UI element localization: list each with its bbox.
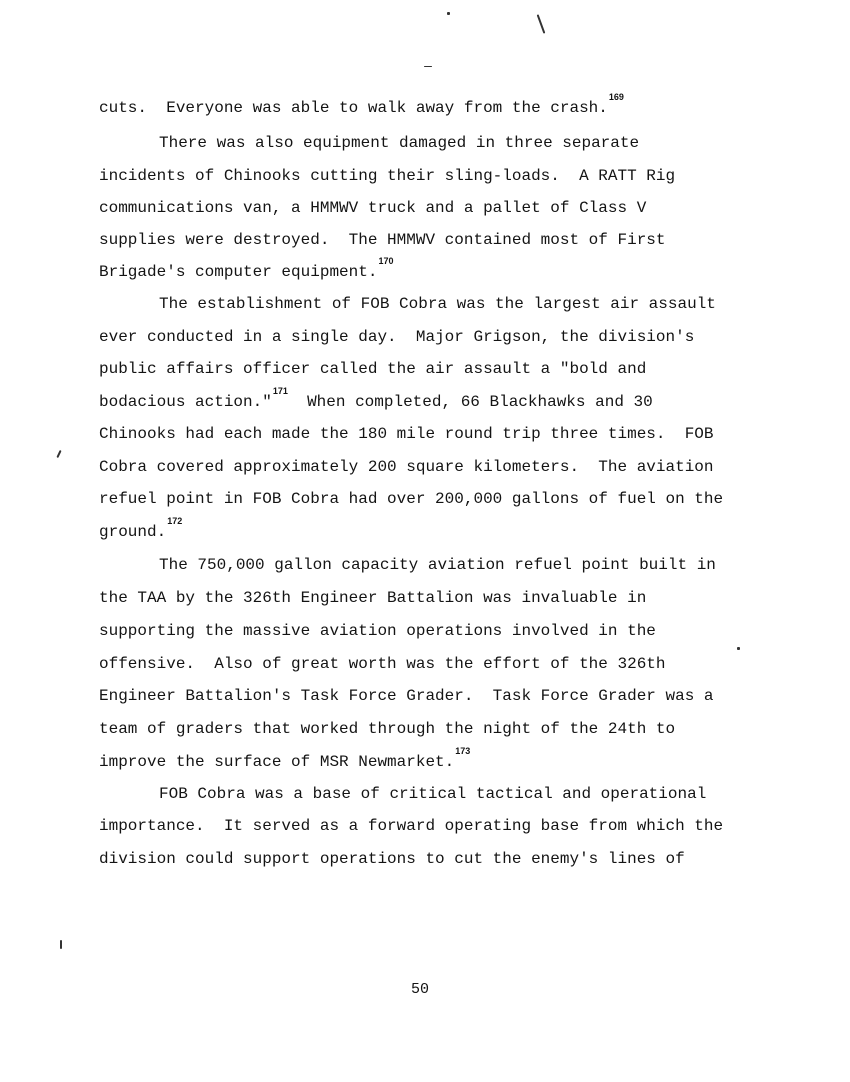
line-text: refuel point in FOB Cobra had over 200,000 gallons of fuel on the (99, 490, 724, 508)
scan-speck (537, 14, 546, 33)
text-line (99, 489, 723, 509)
text-line (99, 516, 183, 543)
line-text: importance. It served as a forward operating base from which the (99, 817, 724, 835)
line-text: supplies were destroyed. The HMMWV contained most of First (99, 231, 666, 249)
text-line (99, 849, 685, 869)
footnote-marker: 171 (272, 386, 288, 396)
line-text: Chinooks had each made the 180 mile round trip three times. FOB (99, 425, 714, 443)
line-text: communications van, a HMMWV truck and a pallet of Class V (99, 199, 647, 217)
scan-speck (447, 12, 450, 15)
text-line (99, 359, 646, 379)
line-text: the TAA by the 326th Engineer Battalion was invaluable in (99, 589, 647, 607)
text-line (159, 555, 716, 575)
scan-speck (60, 940, 62, 949)
line-text: bodacious action." (99, 393, 272, 411)
text-line (159, 784, 706, 804)
line-text: ground. (99, 523, 167, 541)
footnote-marker: 169 (608, 92, 624, 102)
footnote-marker: 172 (167, 516, 183, 526)
scan-speck (737, 647, 740, 650)
text-line (99, 327, 694, 347)
text-line (99, 457, 714, 477)
text-line (99, 719, 675, 739)
line-text: ever conducted in a single day. Major Grigson, the division's (99, 328, 695, 346)
text-line (99, 816, 723, 836)
scan-speck (424, 66, 432, 67)
text-line (159, 133, 639, 153)
text-line (99, 92, 624, 119)
page-number: 50 (411, 981, 430, 998)
line-text-continued: When completed, 66 Blackhawks and 30 (287, 393, 653, 411)
footnote-marker: 170 (378, 256, 394, 266)
text-line (99, 256, 394, 283)
text-line (99, 621, 656, 641)
text-line (99, 424, 714, 444)
line-text: Brigade's computer equipment. (99, 263, 378, 281)
line-text: The 750,000 gallon capacity aviation refuel point built in (159, 556, 716, 574)
line-text: team of graders that worked through the night of the 24th to (99, 720, 676, 738)
line-text: The establishment of FOB Cobra was the largest air assault (159, 295, 716, 313)
text-line (159, 294, 716, 314)
text-line (99, 166, 675, 186)
line-text: cuts. Everyone was able to walk away from the crash. (99, 99, 608, 117)
line-text: supporting the massive aviation operations involved in the (99, 622, 656, 640)
line-text: FOB Cobra was a base of critical tactical and operational (159, 785, 707, 803)
text-line (99, 588, 646, 608)
text-line (99, 386, 653, 413)
text-line (99, 230, 666, 250)
line-text: improve the surface of MSR Newmarket. (99, 753, 455, 771)
text-line (99, 746, 471, 773)
line-text: offensive. Also of great worth was the effort of the 326th (99, 655, 666, 673)
text-line (99, 686, 714, 706)
text-line (99, 654, 666, 674)
footnote-marker: 173 (455, 746, 471, 756)
text-line (99, 198, 646, 218)
line-text: There was also equipment damaged in three separate (159, 134, 640, 152)
line-text: Cobra covered approximately 200 square kilometers. The aviation (99, 458, 714, 476)
line-text: Engineer Battalion's Task Force Grader. Task Force Grader was a (99, 687, 714, 705)
line-text: public affairs officer called the air assault a "bold and (99, 360, 647, 378)
scan-speck (56, 450, 61, 458)
line-text: incidents of Chinooks cutting their sling-loads. A RATT Rig (99, 167, 676, 185)
line-text: division could support operations to cut the enemy's lines of (99, 850, 685, 868)
